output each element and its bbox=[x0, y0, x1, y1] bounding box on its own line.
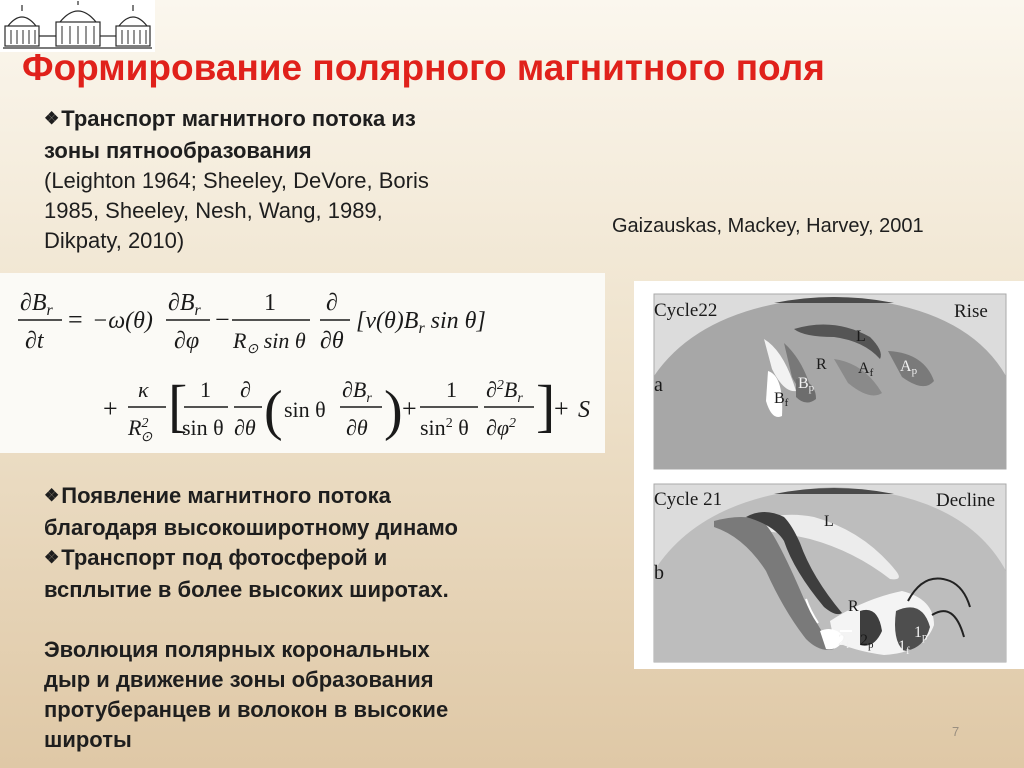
svg-text:∂Br: $\partial B_r$ bbox=[168, 290, 201, 319]
label-2f: 2f bbox=[838, 632, 850, 651]
label-Bf: Bf bbox=[774, 390, 789, 409]
bullet-text-continued: всплытие в более высоких широтах. bbox=[44, 577, 449, 602]
bullet-text: Транспорт под фотосферой и bbox=[61, 545, 388, 570]
transport-equation bbox=[0, 273, 605, 453]
label-R: R bbox=[816, 356, 827, 373]
svg-text:1: 1 bbox=[264, 290, 276, 316]
svg-text:∂θ: ∂θ bbox=[346, 415, 368, 440]
panel-b bbox=[654, 484, 1006, 662]
svg-text:∂: ∂ bbox=[240, 377, 251, 402]
svg-text:1: 1 bbox=[446, 377, 457, 402]
label-Af: Af bbox=[858, 360, 874, 379]
panel-b-phase-label: Decline bbox=[936, 490, 996, 511]
svg-text:∂2Br: $\partial^2B_r$ bbox=[486, 377, 523, 406]
svg-text:R2⊙: $R^2$ ⊙ bbox=[128, 415, 153, 445]
svg-text:∂Br: $\partial B_r$ bbox=[342, 377, 372, 406]
reference-line: Dikpaty, 2010) bbox=[44, 228, 185, 253]
svg-text:sin θ: sin θ bbox=[182, 415, 224, 440]
svg-text:(: ( bbox=[264, 380, 283, 442]
svg-text:κ: κ bbox=[138, 377, 149, 402]
svg-text:=: = bbox=[68, 305, 83, 334]
svg-text:1: 1 bbox=[200, 377, 211, 402]
bullet-text-continued: зоны пятнообразования bbox=[44, 138, 312, 163]
panel-a-phase-label: Rise bbox=[954, 301, 988, 322]
svg-text:]: ] bbox=[536, 373, 556, 438]
label-2p: 2p bbox=[860, 632, 874, 651]
diamond-bullet-icon: ❖ bbox=[44, 486, 60, 505]
bullet-text: Появление магнитного потока bbox=[61, 483, 391, 508]
paragraph-line: широты bbox=[44, 727, 132, 752]
equation-graphic bbox=[0, 273, 605, 453]
label-Bp: Bp bbox=[798, 375, 815, 394]
svg-text:−: − bbox=[215, 305, 230, 334]
panel-a bbox=[654, 294, 1006, 469]
svg-text:[v(θ)Br sin θ]: [$v(\theta)B_r$ sin θ] bbox=[356, 308, 486, 337]
cycle-diagram bbox=[634, 281, 1024, 669]
paragraph-line: Эволюция полярных корональных bbox=[44, 637, 430, 662]
svg-text:+: + bbox=[402, 394, 417, 423]
svg-text:∂t: ∂t bbox=[25, 328, 44, 354]
svg-text:∂Br: $\partial B_r$ bbox=[20, 290, 53, 319]
panel-a-cycle-label: Cycle22 bbox=[654, 300, 718, 321]
label-Ap: Ap bbox=[900, 358, 918, 377]
svg-text:R⊙ sin θ: $R_⊙$ sin θ bbox=[233, 328, 306, 357]
label-R-b: R bbox=[848, 598, 859, 615]
page-number: 7 bbox=[952, 724, 960, 739]
panel-b-letter: b bbox=[654, 562, 664, 584]
svg-text:∂θ: ∂θ bbox=[320, 328, 344, 354]
panel-a-letter: a bbox=[654, 374, 663, 396]
panel-b-cycle-label: Cycle 21 bbox=[654, 489, 723, 510]
svg-text:−ω(θ): −ω(θ) bbox=[92, 308, 153, 334]
slide-title: Формирование полярного магнитного поля bbox=[22, 47, 825, 88]
bullet-line bbox=[44, 543, 604, 575]
label-1f: 1f bbox=[898, 638, 910, 657]
bullet-text-continued: благодаря высокоширотному динамо bbox=[44, 515, 458, 540]
label-L-b: L bbox=[824, 513, 834, 530]
spacer bbox=[44, 605, 604, 635]
transport-bullet-block bbox=[44, 104, 584, 256]
bullet-text: Транспорт магнитного потока из bbox=[61, 106, 416, 131]
label-L: L bbox=[856, 328, 866, 345]
label-1p: 1p bbox=[914, 624, 928, 643]
svg-text:sin2 θ: $\sin^2 \theta$ bbox=[420, 415, 469, 440]
svg-text:): ) bbox=[384, 380, 403, 442]
cycle-diagram-figure bbox=[634, 281, 1024, 669]
svg-text:+: + bbox=[554, 394, 569, 423]
svg-text:sin θ: sin θ bbox=[284, 397, 326, 422]
figure-source-caption: Gaizauskas, Mackey, Harvey, 2001 bbox=[612, 215, 924, 237]
svg-text:∂φ: ∂φ bbox=[174, 328, 200, 354]
svg-text:[: [ bbox=[168, 373, 188, 438]
svg-text:∂θ: ∂θ bbox=[234, 415, 256, 440]
svg-text:∂: ∂ bbox=[326, 290, 338, 316]
paragraph-line: дыр и движение зоны образования bbox=[44, 667, 434, 692]
paragraph-line: протуберанцев и волокон в высокие bbox=[44, 697, 449, 722]
reference-line: 1985, Sheeley, Nesh, Wang, 1989, bbox=[44, 198, 383, 223]
diamond-bullet-icon: ❖ bbox=[44, 109, 60, 128]
bullet-line bbox=[44, 481, 604, 513]
svg-text:+: + bbox=[103, 394, 118, 423]
svg-text:S: S bbox=[578, 397, 590, 423]
diamond-bullet-icon: ❖ bbox=[44, 548, 60, 567]
bullet-line bbox=[44, 104, 584, 136]
reference-line: (Leighton 1964; Sheeley, DeVore, Boris bbox=[44, 168, 429, 193]
svg-text:∂φ2: $\partial\varphi^2$ bbox=[486, 415, 517, 440]
dynamo-bullet-block bbox=[44, 481, 604, 755]
